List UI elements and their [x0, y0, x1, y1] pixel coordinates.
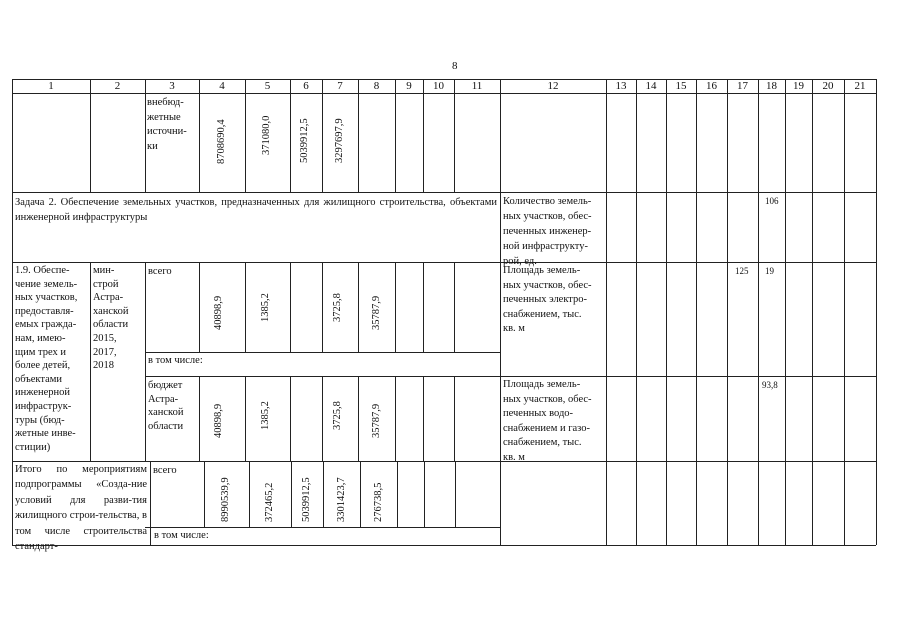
sources-label: внебюд- жетные источни- ки	[147, 97, 187, 152]
measure-budget-col5: 1385,2	[260, 401, 271, 430]
itogo-col8: 276738,5	[373, 482, 384, 522]
header-cell: 10	[433, 80, 444, 92]
itogo-col5: 372465,2	[264, 482, 275, 522]
header-cell: 21	[854, 80, 866, 92]
measure-col18: 19	[765, 266, 774, 276]
measure-executor: мин- строй Астра- ханской области 2015, 2017, 2018	[93, 265, 129, 372]
header-cell: 9	[406, 80, 412, 92]
measure-col18-2: 93,8	[762, 380, 778, 390]
header-cell: 13	[615, 80, 627, 92]
header-cell: 12	[547, 80, 559, 92]
header-cell: 6	[303, 80, 309, 92]
header-cell: 18	[766, 80, 777, 92]
header-cell: 19	[793, 80, 804, 92]
measure-total-col7: 3725,8	[332, 293, 343, 322]
measure-col17: 125	[735, 266, 749, 276]
header-cell: 2	[114, 80, 121, 92]
header-cell: 8	[373, 80, 380, 92]
itogo-col4: 8990539,9	[220, 477, 231, 522]
measure-budget-col8: 35787,9	[371, 403, 382, 438]
measure-budget-col7: 3725,8	[332, 401, 343, 430]
header-cell: 7	[337, 80, 343, 92]
task2-indicator: Количество земель- ных участков, обес- печенных инженер- ной инфраструкту- рой, ед.	[503, 196, 592, 267]
sources-value-col6: 5039912,5	[299, 118, 310, 163]
sources-value-col4: 8708690,4	[216, 119, 227, 164]
header-cell: 16	[706, 80, 717, 92]
page-number: 8	[452, 60, 458, 72]
measure-including: в том числе:	[148, 355, 203, 366]
itogo-col7: 3301423,7	[336, 477, 347, 522]
header-cell: 11	[471, 80, 483, 92]
header-cell: 3	[169, 80, 175, 92]
header-cell: 4	[219, 80, 225, 92]
measure-total-col4: 40898,9	[213, 295, 224, 330]
header-cell: 5	[264, 80, 271, 92]
header-cell: 20	[822, 80, 834, 92]
header-cell: 14	[645, 80, 657, 92]
itogo-total-label: всего	[153, 465, 177, 476]
itogo-label: Итого по мероприятиям подпрограммы «Созда-ние условий для разви-тия жилищного строи-тельства, в том числе строительства стандарт-	[15, 464, 147, 553]
header-cell: 15	[675, 80, 687, 92]
header-cell: 17	[737, 80, 748, 92]
itogo-including: в том числе:	[154, 530, 209, 541]
sources-value-col5: 371080,0	[261, 115, 272, 155]
measure-indicator-water-gas: Площадь земель- ных участков, обес- печенных водо- снабжением и газо- снабжением, тыс. кв. м	[503, 379, 592, 463]
measure-budget-col4: 40898,9	[213, 403, 224, 438]
itogo-col6: 5039912,5	[301, 477, 312, 522]
sources-value-col7: 3297697,9	[334, 118, 345, 163]
header-cell: 1	[48, 80, 54, 92]
measure-total-col8: 35787,9	[371, 295, 382, 330]
measure-title: 1.9. Обеспе- чение земель- ных участков, предоставля- емых гражда- нам, имею- щим трех и более детей, объектами инженерной инфраструк- туры (бюд- жетные инве- стиции)	[15, 265, 78, 453]
measure-indicator-power: Площадь земель- ных участков, обес- печенных электро- снабжением, тыс. кв. м	[503, 265, 592, 334]
measure-budget-label: бюджет Астра- ханской области	[148, 380, 184, 432]
task2-col18: 106	[765, 196, 779, 206]
task2-text: Задача 2. Обеспечение земельных участков, предназначенных для жилищного строительства, объектами инженерной инфраструктуры	[15, 197, 497, 224]
measure-total-label: всего	[148, 266, 172, 277]
measure-total-col5: 1385,2	[260, 293, 271, 322]
